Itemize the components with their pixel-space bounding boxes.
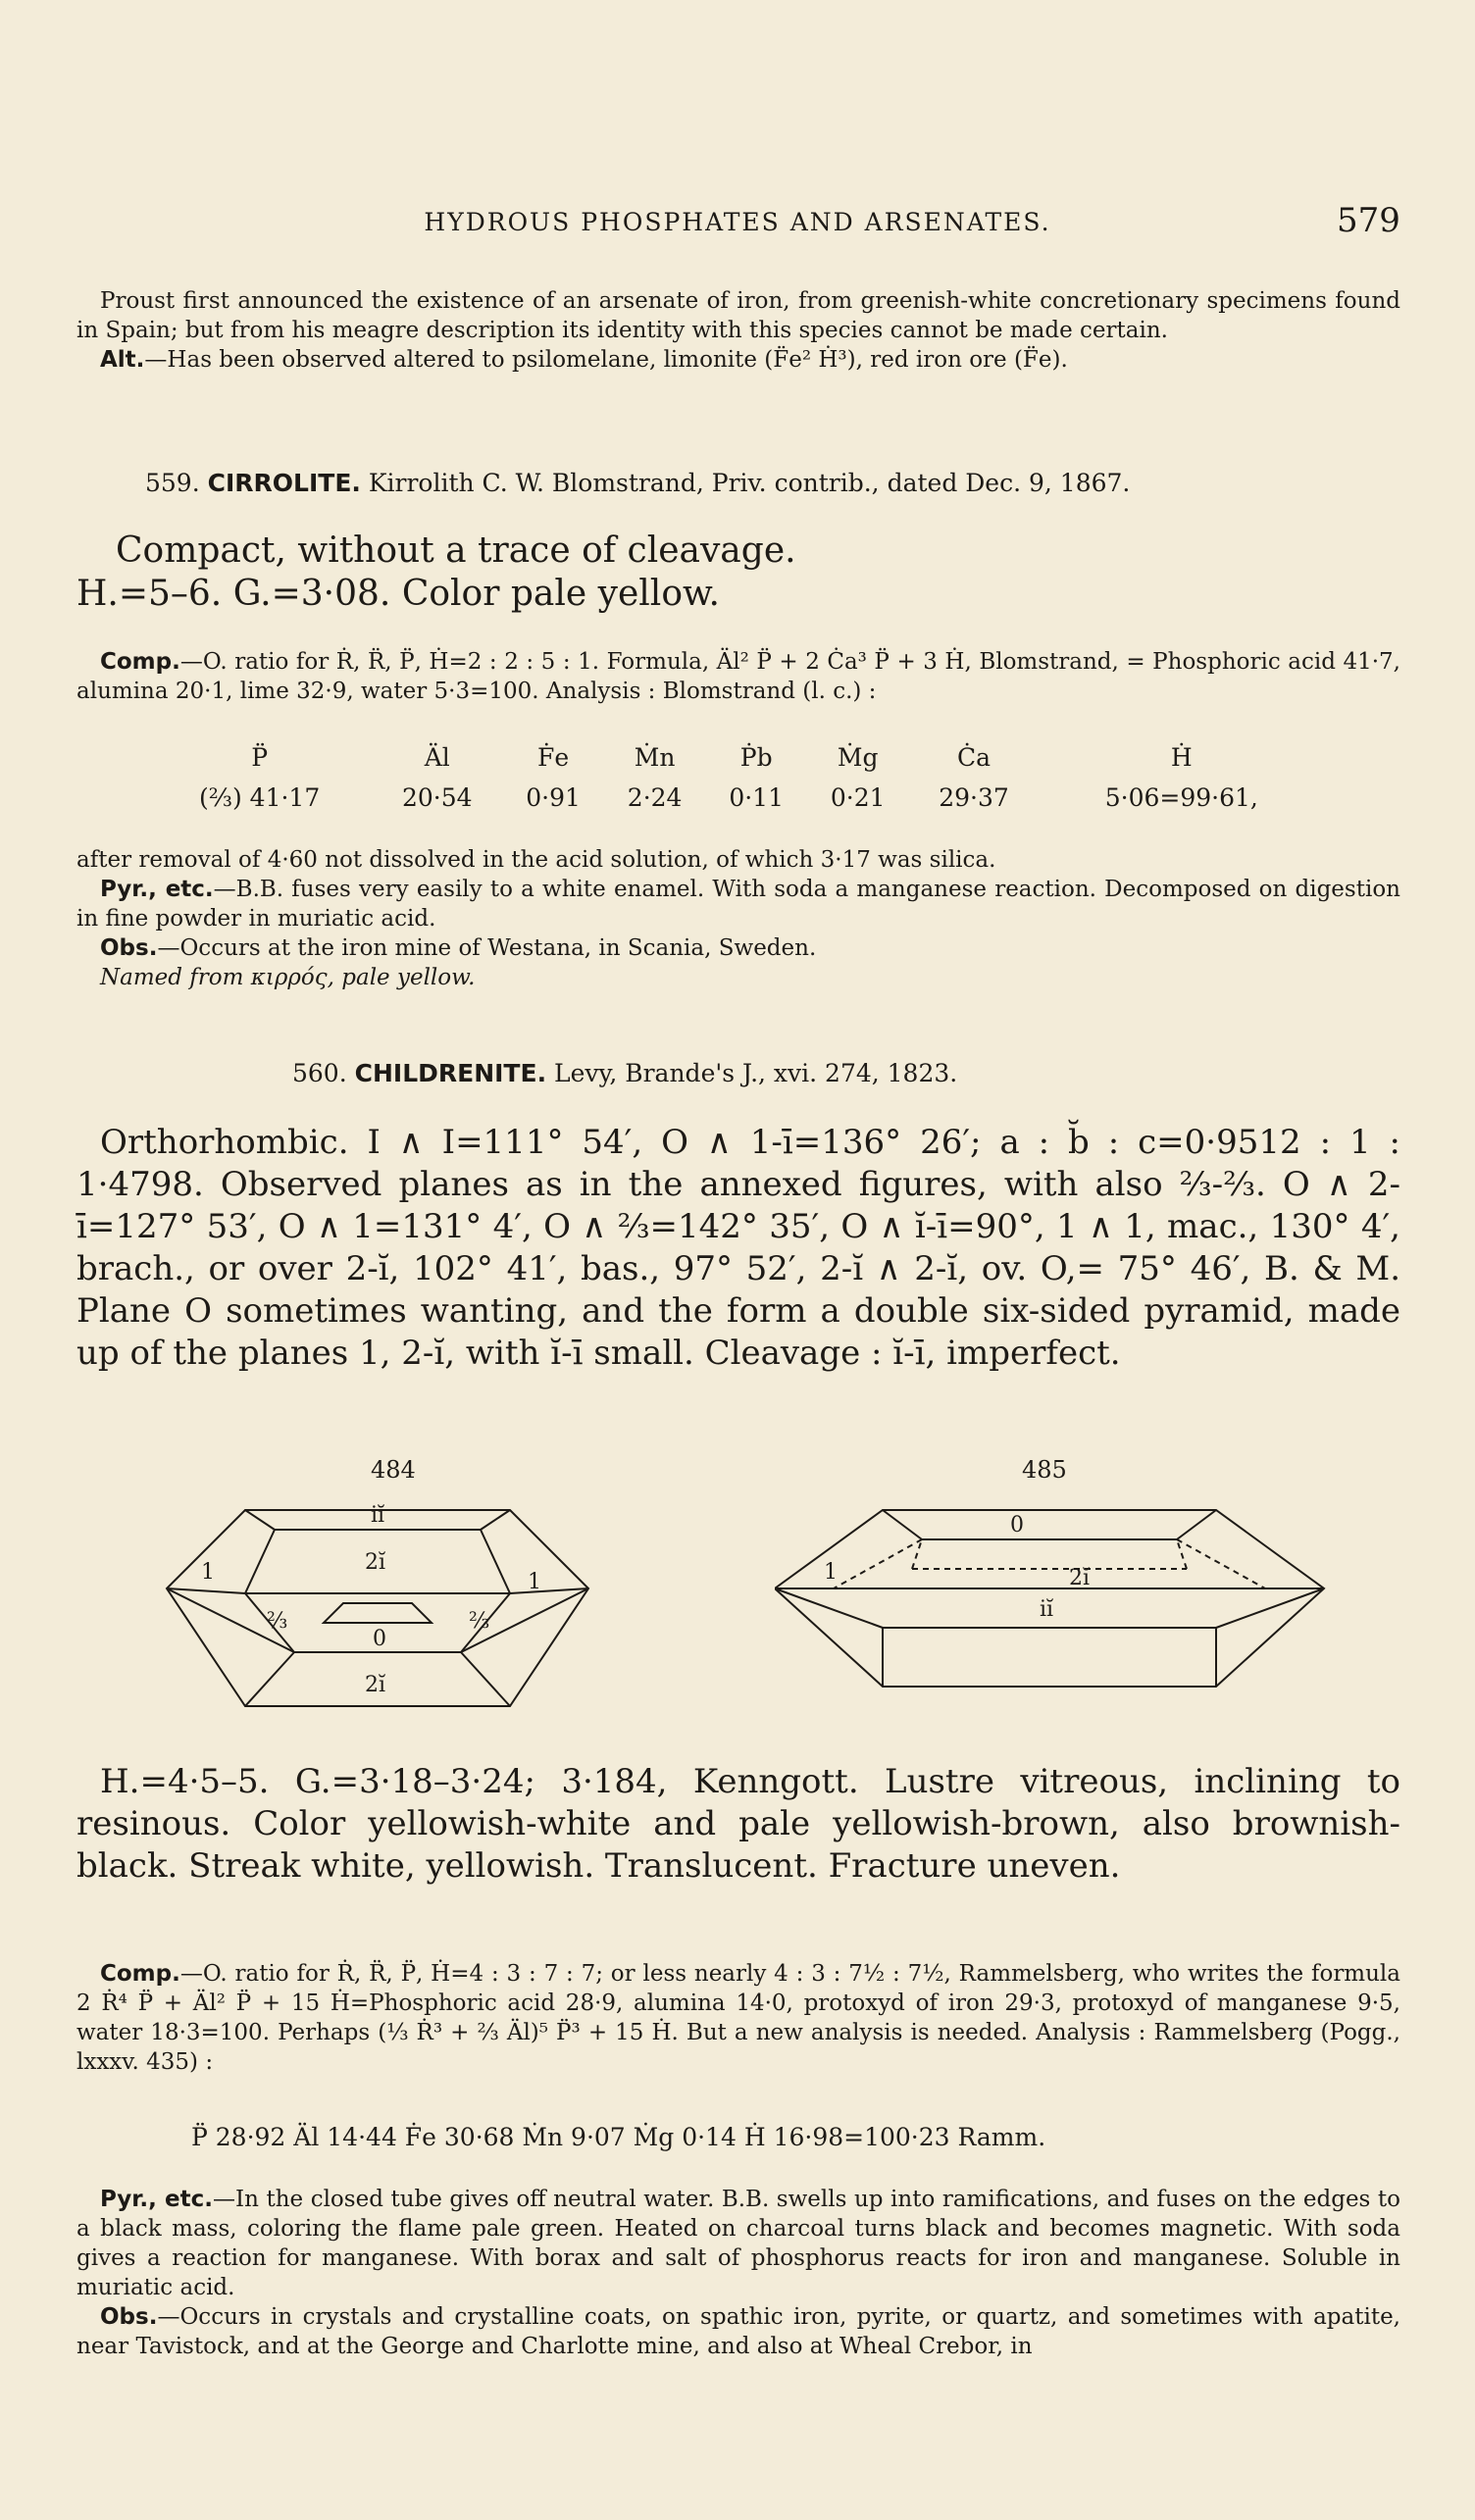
cirrolite-pyr-paragraph bbox=[76, 875, 1400, 933]
fig485-edge bbox=[883, 1510, 922, 1539]
analysis-value: 0·91 bbox=[526, 783, 581, 812]
fig484-edge bbox=[510, 1588, 588, 1593]
cirrolite-obs-paragraph bbox=[76, 933, 1400, 963]
cirrolite-heading bbox=[145, 469, 1410, 497]
analysis-header: Ċa bbox=[957, 743, 992, 772]
fig485-label: 0 bbox=[1010, 1513, 1024, 1537]
childrenite-number: 560. bbox=[292, 1059, 347, 1087]
cirrolite-composition bbox=[76, 647, 1400, 706]
childrenite-obs-text: —Occurs in crystals and crystalline coats, on spathic iron, pyrite, or quartz, and sometimes with apatite, near Tavistock, and at the George and Charlotte mine, and also at Wheal Crebor, in bbox=[76, 2304, 1400, 2359]
alt-label: Alt. bbox=[100, 347, 145, 373]
cirrolite-description bbox=[76, 529, 1400, 616]
fig484-edge bbox=[461, 1652, 510, 1706]
fig485-hidden-edge bbox=[1177, 1539, 1265, 1588]
childrenite-heading-rest: Levy, Brande's J., xvi. 274, 1823. bbox=[554, 1059, 958, 1087]
fig484-label: iĭ bbox=[371, 1503, 385, 1528]
fig484-label: 1 bbox=[528, 1570, 541, 1594]
cirrolite-heading-rest: Kirrolith C. W. Blomstrand, Priv. contrib., dated Dec. 9, 1867. bbox=[368, 469, 1131, 497]
fig484-label: ⅔ bbox=[267, 1609, 288, 1634]
cirrolite-analysis-table bbox=[147, 737, 1324, 818]
fig484-label: 2ĭ bbox=[365, 1550, 386, 1575]
analysis-header: Ṁg bbox=[837, 743, 879, 772]
fig484-edge bbox=[245, 1510, 275, 1530]
cirrolite-desc-line1: Compact, without a trace of cleavage. bbox=[116, 530, 796, 571]
analysis-header: Ḟe bbox=[537, 743, 570, 772]
childrenite-physical-block bbox=[76, 1761, 1400, 1888]
childrenite-comp-text: —O. ratio for Ṙ, R̈, P̈, Ḣ=4 : 3 : 7 : 7; or less nearly 4 : 3 : 7½ : 7½, Rammelsberg, who writes the formula 2 Ṙ⁴ P̈ + Äl² P̈ + 15 Ḣ=Phosphoric acid 28·9, alumina 14·0, protoxyd of iron 29·3, protoxyd of manganese 9·5, water 18·3=100. Perhaps (⅓ Ṙ³ + ⅔ Äl)⁵ P̈³ + 15 Ḣ. But a new analysis is needed. Analysis : Rammelsberg (Pogg., lxxxv. 435) : bbox=[76, 1961, 1400, 2075]
cirrolite-pyr-label: Pyr., etc. bbox=[100, 877, 214, 902]
fig484-edge bbox=[481, 1530, 510, 1593]
cirrolite-notes bbox=[76, 845, 1400, 992]
childrenite-notes bbox=[76, 2185, 1400, 2361]
analysis-header: Ḣ bbox=[1170, 743, 1193, 772]
childrenite-composition bbox=[76, 1959, 1400, 2077]
childrenite-comp-paragraph bbox=[76, 1959, 1400, 2077]
analysis-value: 29·37 bbox=[939, 783, 1009, 812]
intro-paragraph: Proust first announced the existence of an arsenate of iron, from greenish-white concretionary specimens found in Spain; but from his meagre description its identity with this species cannot be made certain. bbox=[76, 288, 1400, 343]
fig485-hidden-edge bbox=[1177, 1539, 1187, 1569]
cirrolite-pyr-text: —B.B. fuses very easily to a white enamel. With soda a manganese reaction. Decomposed on digestion in fine powder in muriatic acid. bbox=[76, 877, 1400, 932]
fig485-edge bbox=[775, 1588, 883, 1628]
analysis-value-row bbox=[147, 778, 1324, 818]
analysis-value: 0·21 bbox=[830, 783, 886, 812]
fig484-edge bbox=[481, 1510, 510, 1530]
cirrolite-comp-text: —O. ratio for Ṙ, R̈, P̈, Ḣ=2 : 2 : 5 : 1. Formula, Äl² P̈ + 2 Ċa³ P̈ + 3 Ḣ, Blomstrand, = Phosphoric acid 41·7, alumina 20·1, lime 32·9, water 5·3=100. Analysis : Blomstrand (l. c.) : bbox=[76, 649, 1400, 704]
fig484-face-0 bbox=[324, 1603, 432, 1623]
fig485-label: 1 bbox=[824, 1560, 838, 1585]
cirrolite-number: 559. bbox=[145, 469, 200, 497]
page-number: 579 bbox=[1337, 201, 1400, 240]
cirrolite-name: CIRROLITE. bbox=[207, 469, 361, 497]
analysis-header: P̈ bbox=[251, 743, 269, 772]
childrenite-physical-paragraph: H.=4·5–5. G.=3·18–3·24; 3·184, Kenngott. Lustre vitreous, inclining to resinous. Color yellowish-white and pale yellowish-brown, also brownish-black. Streak white, yellowish. Translucent. Fracture uneven. bbox=[76, 1762, 1400, 1886]
cirrolite-comp-label: Comp. bbox=[100, 649, 180, 675]
cirrolite-obs-text: —Occurs at the iron mine of Westana, in Scania, Sweden. bbox=[157, 935, 817, 961]
childrenite-name: CHILDRENITE. bbox=[354, 1059, 547, 1087]
intro-block bbox=[76, 286, 1400, 375]
childrenite-obs-label: Obs. bbox=[100, 2304, 158, 2330]
analysis-header: Ṁn bbox=[634, 743, 676, 772]
childrenite-analysis-line: P̈ 28·92 Äl 14·44 Ḟe 30·68 Ṁn 9·07 Ṁg 0·14 Ḣ 16·98=100·23 Ramm. bbox=[191, 2123, 1046, 2151]
childrenite-pyr-paragraph bbox=[76, 2185, 1400, 2302]
analysis-table bbox=[147, 737, 1324, 818]
childrenite-pyr-text: —In the closed tube gives off neutral water. B.B. swells up into ramifications, and fuses on the edges to a black mass, coloring the flame pale green. Heated on charcoal turns black and becomes magnetic. With soda gives a reaction for manganese. With borax and salt of phosphorus reacts for iron and manganese. Soluble in muriatic acid. bbox=[76, 2187, 1400, 2300]
after-removal-text: after removal of 4·60 not dissolved in the acid solution, of which 3·17 was silica. bbox=[76, 847, 996, 873]
childrenite-comp-label: Comp. bbox=[100, 1961, 180, 1987]
running-header: HYDROUS PHOSPHATES AND ARSENATES. bbox=[424, 208, 1051, 236]
cirrolite-desc-line2: H.=5–6. G.=3·08. Color pale yellow. bbox=[76, 574, 720, 614]
fig485-hidden-edge bbox=[912, 1539, 922, 1569]
figure-485-number: 485 bbox=[1022, 1456, 1067, 1484]
fig484-edge bbox=[245, 1652, 294, 1706]
childrenite-heading bbox=[292, 1059, 1410, 1087]
analysis-value: 20·54 bbox=[402, 783, 473, 812]
analysis-header-row bbox=[147, 737, 1324, 778]
analysis-header: Ṗb bbox=[739, 743, 773, 772]
fig485-edge bbox=[1216, 1588, 1324, 1628]
figure-484-crystal bbox=[157, 1490, 667, 1726]
analysis-value: 2·24 bbox=[627, 783, 683, 812]
analysis-value: 0·11 bbox=[729, 783, 784, 812]
childrenite-crystal-paragraph: Orthorhombic. I ∧ I=111° 54′, O ∧ 1-ī=136° 26′; a : b̆ : c=0·9512 : 1 : 1·4798. Observed planes as in the annexed figures, with also ⅔-⅔. O ∧ 2-ī=127° 53′, O ∧ 1=131° 4′, O ∧ ⅔=142° 35′, O ∧ ĭ-ī=90°, 1 ∧ 1, mac., 130° 4′, brach., or over 2-ĭ, 102° 41′, bas., 97° 52′, 2-ĭ ∧ 2-ĭ, ov. O,= 75° 46′, B. & M. Plane O sometimes wanting, and the form a double six-sided pyramid, made up of the planes 1, 2-ĭ, with ĭ-ī small. Cleavage : ĭ-ī, imperfect. bbox=[76, 1123, 1400, 1373]
analysis-value: (⅔) 41·17 bbox=[198, 783, 321, 812]
childrenite-obs-paragraph bbox=[76, 2302, 1400, 2361]
fig484-label: 0 bbox=[373, 1627, 386, 1651]
fig484-label: 2ĭ bbox=[365, 1673, 386, 1697]
alt-text: —Has been observed altered to psilomelane, limonite (F̈e² Ḣ³), red iron ore (F̈e). bbox=[144, 347, 1068, 373]
cirrolite-comp-paragraph bbox=[76, 647, 1400, 706]
childrenite-crystal-block bbox=[76, 1122, 1400, 1375]
fig485-hidden-edge bbox=[834, 1539, 922, 1588]
fig485-label: 2ĭ bbox=[1069, 1566, 1091, 1590]
fig484-label: ⅔ bbox=[469, 1609, 490, 1634]
alteration-paragraph bbox=[76, 345, 1400, 375]
fig484-label: 1 bbox=[201, 1560, 215, 1585]
fig484-edge bbox=[245, 1530, 275, 1593]
fig484-edge bbox=[167, 1588, 245, 1593]
cirrolite-named-text: Named from κιρρός, pale yellow. bbox=[100, 965, 476, 990]
cirrolite-obs-label: Obs. bbox=[100, 935, 158, 961]
fig485-label: iĭ bbox=[1040, 1597, 1054, 1622]
fig485-edge bbox=[1177, 1510, 1216, 1539]
childrenite-pyr-label: Pyr., etc. bbox=[100, 2187, 214, 2212]
figure-485-crystal bbox=[775, 1490, 1344, 1706]
analysis-header: Äl bbox=[424, 743, 450, 772]
figure-484-number: 484 bbox=[371, 1456, 416, 1484]
analysis-value: 5·06=99·61, bbox=[1104, 783, 1258, 812]
